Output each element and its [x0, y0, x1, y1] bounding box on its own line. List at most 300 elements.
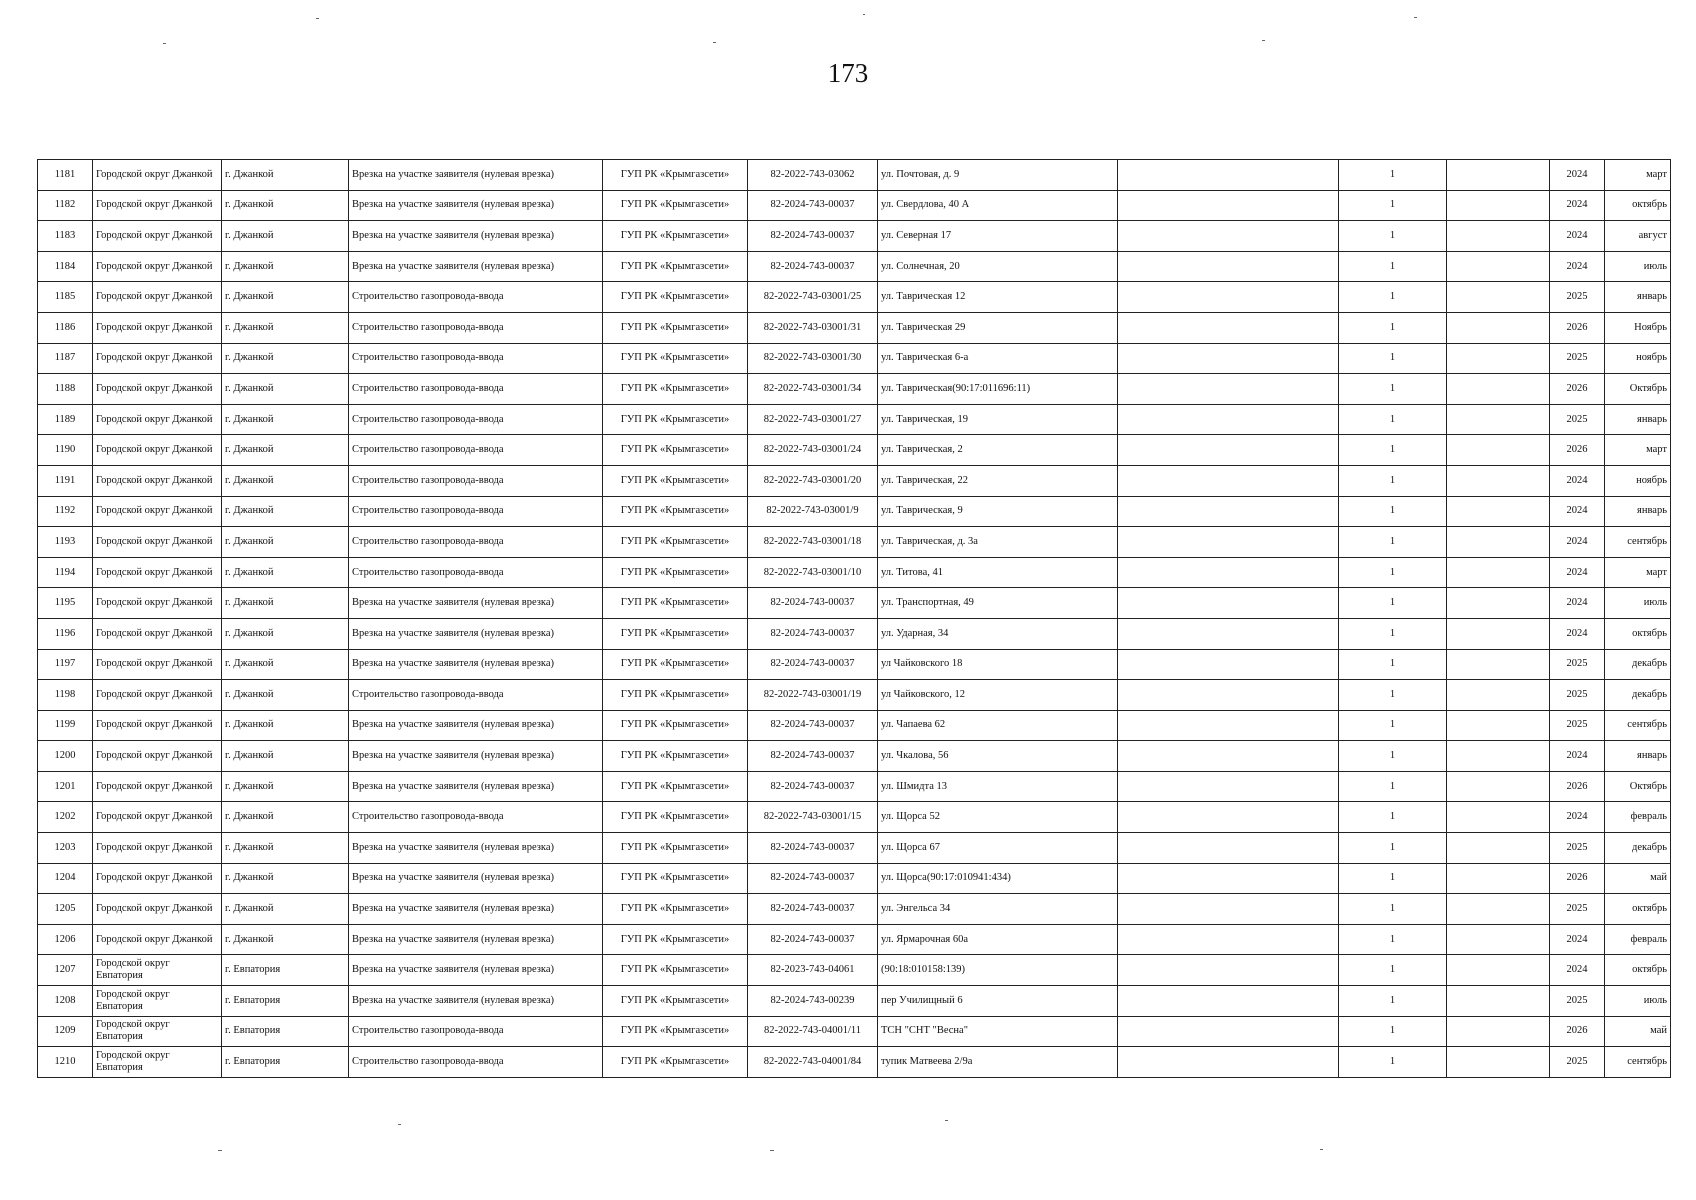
- empty-cell: [1447, 496, 1550, 527]
- organization-cell: ГУП РК «Крымгазсети»: [603, 588, 748, 619]
- city-cell: г. Джанкой: [222, 465, 349, 496]
- empty-cell: [1447, 924, 1550, 955]
- month-cell: Октябрь: [1605, 771, 1671, 802]
- work-type-cell: Строительство газопровода-ввода: [349, 312, 603, 343]
- organization-cell: ГУП РК «Крымгазсети»: [603, 312, 748, 343]
- row-number: 1192: [38, 496, 93, 527]
- row-number: 1183: [38, 221, 93, 252]
- quantity-cell: 1: [1339, 649, 1447, 680]
- empty-cell: [1447, 404, 1550, 435]
- row-number: 1206: [38, 924, 93, 955]
- empty-cell: [1118, 221, 1339, 252]
- district-cell: Городской округ Джанкой: [93, 588, 222, 619]
- scan-speck: [398, 1124, 401, 1125]
- district-cell: Городской округ Джанкой: [93, 618, 222, 649]
- year-cell: 2025: [1550, 282, 1605, 313]
- row-number: 1184: [38, 251, 93, 282]
- code-cell: 82-2024-743-00037: [748, 863, 878, 894]
- row-number: 1207: [38, 955, 93, 986]
- row-number: 1203: [38, 833, 93, 864]
- district-cell: Городской округ Джанкой: [93, 710, 222, 741]
- month-cell: январь: [1605, 282, 1671, 313]
- month-cell: август: [1605, 221, 1671, 252]
- organization-cell: ГУП РК «Крымгазсети»: [603, 435, 748, 466]
- empty-cell: [1118, 802, 1339, 833]
- quantity-cell: 1: [1339, 833, 1447, 864]
- scan-speck: [218, 1150, 222, 1151]
- year-cell: 2024: [1550, 802, 1605, 833]
- code-cell: 82-2024-743-00037: [748, 924, 878, 955]
- quantity-cell: 1: [1339, 771, 1447, 802]
- empty-cell: [1118, 833, 1339, 864]
- city-cell: г. Джанкой: [222, 557, 349, 588]
- district-cell: Городской округ Джанкой: [93, 312, 222, 343]
- empty-cell: [1118, 312, 1339, 343]
- work-type-cell: Врезка на участке заявителя (нулевая врезка): [349, 741, 603, 772]
- work-type-cell: Строительство газопровода-ввода: [349, 557, 603, 588]
- table-row: [38, 282, 1671, 313]
- quantity-cell: 1: [1339, 160, 1447, 191]
- empty-cell: [1118, 1016, 1339, 1047]
- work-type-cell: Врезка на участке заявителя (нулевая врезка): [349, 649, 603, 680]
- empty-cell: [1447, 863, 1550, 894]
- month-cell: май: [1605, 1016, 1671, 1047]
- work-type-cell: Врезка на участке заявителя (нулевая врезка): [349, 955, 603, 986]
- month-cell: январь: [1605, 496, 1671, 527]
- work-type-cell: Строительство газопровода-ввода: [349, 802, 603, 833]
- quantity-cell: 1: [1339, 710, 1447, 741]
- work-type-cell: Врезка на участке заявителя (нулевая врезка): [349, 710, 603, 741]
- empty-cell: [1118, 557, 1339, 588]
- empty-cell: [1447, 1016, 1550, 1047]
- empty-cell: [1447, 343, 1550, 374]
- organization-cell: ГУП РК «Крымгазсети»: [603, 221, 748, 252]
- month-cell: февраль: [1605, 924, 1671, 955]
- row-number: 1194: [38, 557, 93, 588]
- work-type-cell: Врезка на участке заявителя (нулевая врезка): [349, 190, 603, 221]
- work-type-cell: Врезка на участке заявителя (нулевая врезка): [349, 588, 603, 619]
- work-type-cell: Врезка на участке заявителя (нулевая врезка): [349, 924, 603, 955]
- address-cell: ул. Солнечная, 20: [878, 251, 1118, 282]
- year-cell: 2024: [1550, 557, 1605, 588]
- city-cell: г. Джанкой: [222, 863, 349, 894]
- row-number: 1208: [38, 986, 93, 1017]
- district-cell: Городской округ Джанкой: [93, 435, 222, 466]
- table-row: [38, 1016, 1671, 1047]
- organization-cell: ГУП РК «Крымгазсети»: [603, 649, 748, 680]
- code-cell: 82-2022-743-03001/27: [748, 404, 878, 435]
- work-type-cell: Строительство газопровода-ввода: [349, 496, 603, 527]
- table-row: [38, 741, 1671, 772]
- table-row: [38, 496, 1671, 527]
- month-cell: июль: [1605, 588, 1671, 619]
- year-cell: 2025: [1550, 986, 1605, 1017]
- work-type-cell: Строительство газопровода-ввода: [349, 1016, 603, 1047]
- address-cell: ул Чайковского, 12: [878, 680, 1118, 711]
- organization-cell: ГУП РК «Крымгазсети»: [603, 374, 748, 405]
- table-row: [38, 894, 1671, 925]
- quantity-cell: 1: [1339, 374, 1447, 405]
- district-cell: Городской округ Евпатория: [93, 986, 222, 1017]
- empty-cell: [1118, 710, 1339, 741]
- empty-cell: [1447, 710, 1550, 741]
- code-cell: 82-2022-743-04001/84: [748, 1047, 878, 1078]
- city-cell: г. Джанкой: [222, 680, 349, 711]
- city-cell: г. Джанкой: [222, 160, 349, 191]
- city-cell: г. Джанкой: [222, 374, 349, 405]
- empty-cell: [1447, 190, 1550, 221]
- quantity-cell: 1: [1339, 955, 1447, 986]
- district-cell: Городской округ Джанкой: [93, 404, 222, 435]
- table-row: [38, 221, 1671, 252]
- year-cell: 2025: [1550, 710, 1605, 741]
- empty-cell: [1447, 221, 1550, 252]
- month-cell: октябрь: [1605, 618, 1671, 649]
- empty-cell: [1447, 435, 1550, 466]
- empty-cell: [1447, 986, 1550, 1017]
- year-cell: 2024: [1550, 741, 1605, 772]
- work-type-cell: Врезка на участке заявителя (нулевая врезка): [349, 618, 603, 649]
- work-type-cell: Строительство газопровода-ввода: [349, 374, 603, 405]
- city-cell: г. Евпатория: [222, 986, 349, 1017]
- quantity-cell: 1: [1339, 802, 1447, 833]
- code-cell: 82-2024-743-00037: [748, 221, 878, 252]
- empty-cell: [1118, 986, 1339, 1017]
- year-cell: 2024: [1550, 190, 1605, 221]
- code-cell: 82-2022-743-03062: [748, 160, 878, 191]
- row-number: 1202: [38, 802, 93, 833]
- code-cell: 82-2024-743-00037: [748, 710, 878, 741]
- quantity-cell: 1: [1339, 251, 1447, 282]
- quantity-cell: 1: [1339, 557, 1447, 588]
- empty-cell: [1447, 312, 1550, 343]
- address-cell: ул. Энгельса 34: [878, 894, 1118, 925]
- code-cell: 82-2022-743-03001/20: [748, 465, 878, 496]
- code-cell: 82-2024-743-00037: [748, 833, 878, 864]
- scan-speck: [713, 42, 716, 43]
- organization-cell: ГУП РК «Крымгазсети»: [603, 833, 748, 864]
- city-cell: г. Джанкой: [222, 710, 349, 741]
- city-cell: г. Евпатория: [222, 955, 349, 986]
- district-cell: Городской округ Джанкой: [93, 894, 222, 925]
- year-cell: 2026: [1550, 312, 1605, 343]
- month-cell: февраль: [1605, 802, 1671, 833]
- empty-cell: [1447, 618, 1550, 649]
- address-cell: ул. Свердлова, 40 А: [878, 190, 1118, 221]
- table-row: [38, 955, 1671, 986]
- table-row: [38, 527, 1671, 558]
- work-type-cell: Врезка на участке заявителя (нулевая врезка): [349, 251, 603, 282]
- address-cell: ул. Таврическая 6-а: [878, 343, 1118, 374]
- district-cell: Городской округ Евпатория: [93, 955, 222, 986]
- empty-cell: [1118, 343, 1339, 374]
- year-cell: 2025: [1550, 833, 1605, 864]
- table-row: [38, 863, 1671, 894]
- organization-cell: ГУП РК «Крымгазсети»: [603, 680, 748, 711]
- month-cell: декабрь: [1605, 680, 1671, 711]
- district-cell: Городской округ Джанкой: [93, 833, 222, 864]
- organization-cell: ГУП РК «Крымгазсети»: [603, 557, 748, 588]
- work-type-cell: Врезка на участке заявителя (нулевая врезка): [349, 863, 603, 894]
- year-cell: 2024: [1550, 924, 1605, 955]
- code-cell: 82-2022-743-03001/18: [748, 527, 878, 558]
- code-cell: 82-2022-743-03001/15: [748, 802, 878, 833]
- scan-speck: [1262, 40, 1265, 41]
- code-cell: 82-2024-743-00239: [748, 986, 878, 1017]
- city-cell: г. Джанкой: [222, 833, 349, 864]
- code-cell: 82-2024-743-00037: [748, 190, 878, 221]
- empty-cell: [1447, 557, 1550, 588]
- organization-cell: ГУП РК «Крымгазсети»: [603, 343, 748, 374]
- organization-cell: ГУП РК «Крымгазсети»: [603, 190, 748, 221]
- city-cell: г. Джанкой: [222, 618, 349, 649]
- district-cell: Городской округ Евпатория: [93, 1047, 222, 1078]
- quantity-cell: 1: [1339, 343, 1447, 374]
- scan-speck: [863, 14, 865, 15]
- month-cell: сентябрь: [1605, 1047, 1671, 1078]
- empty-cell: [1447, 894, 1550, 925]
- scan-speck: [770, 1150, 774, 1151]
- month-cell: март: [1605, 557, 1671, 588]
- district-cell: Городской округ Джанкой: [93, 557, 222, 588]
- quantity-cell: 1: [1339, 618, 1447, 649]
- district-cell: Городской округ Джанкой: [93, 221, 222, 252]
- district-cell: Городской округ Джанкой: [93, 649, 222, 680]
- address-cell: пер Училищный 6: [878, 986, 1118, 1017]
- month-cell: сентябрь: [1605, 710, 1671, 741]
- scan-speck: [945, 1120, 948, 1121]
- empty-cell: [1447, 465, 1550, 496]
- quantity-cell: 1: [1339, 282, 1447, 313]
- organization-cell: ГУП РК «Крымгазсети»: [603, 894, 748, 925]
- organization-cell: ГУП РК «Крымгазсети»: [603, 251, 748, 282]
- year-cell: 2024: [1550, 496, 1605, 527]
- empty-cell: [1118, 680, 1339, 711]
- row-number: 1204: [38, 863, 93, 894]
- year-cell: 2024: [1550, 955, 1605, 986]
- organization-cell: ГУП РК «Крымгазсети»: [603, 1016, 748, 1047]
- empty-cell: [1118, 190, 1339, 221]
- district-cell: Городской округ Джанкой: [93, 741, 222, 772]
- quantity-cell: 1: [1339, 986, 1447, 1017]
- empty-cell: [1118, 588, 1339, 619]
- row-number: 1187: [38, 343, 93, 374]
- year-cell: 2025: [1550, 343, 1605, 374]
- table-row: [38, 833, 1671, 864]
- address-cell: ул. Таврическая, 19: [878, 404, 1118, 435]
- year-cell: 2025: [1550, 894, 1605, 925]
- row-number: 1195: [38, 588, 93, 619]
- organization-cell: ГУП РК «Крымгазсети»: [603, 465, 748, 496]
- organization-cell: ГУП РК «Крымгазсети»: [603, 710, 748, 741]
- quantity-cell: 1: [1339, 496, 1447, 527]
- code-cell: 82-2024-743-00037: [748, 771, 878, 802]
- city-cell: г. Джанкой: [222, 282, 349, 313]
- city-cell: г. Джанкой: [222, 649, 349, 680]
- year-cell: 2026: [1550, 771, 1605, 802]
- empty-cell: [1118, 465, 1339, 496]
- code-cell: 82-2024-743-00037: [748, 618, 878, 649]
- year-cell: 2024: [1550, 221, 1605, 252]
- row-number: 1200: [38, 741, 93, 772]
- city-cell: г. Джанкой: [222, 343, 349, 374]
- table-row: [38, 343, 1671, 374]
- month-cell: июль: [1605, 986, 1671, 1017]
- address-cell: ул. Шмидта 13: [878, 771, 1118, 802]
- district-cell: Городской округ Джанкой: [93, 924, 222, 955]
- organization-cell: ГУП РК «Крымгазсети»: [603, 802, 748, 833]
- table-row: [38, 771, 1671, 802]
- empty-cell: [1118, 160, 1339, 191]
- city-cell: г. Евпатория: [222, 1016, 349, 1047]
- row-number: 1185: [38, 282, 93, 313]
- year-cell: 2025: [1550, 404, 1605, 435]
- year-cell: 2026: [1550, 863, 1605, 894]
- city-cell: г. Джанкой: [222, 251, 349, 282]
- district-cell: Городской округ Джанкой: [93, 465, 222, 496]
- work-type-cell: Строительство газопровода-ввода: [349, 465, 603, 496]
- row-number: 1190: [38, 435, 93, 466]
- empty-cell: [1118, 1047, 1339, 1078]
- table-row: [38, 190, 1671, 221]
- empty-cell: [1447, 251, 1550, 282]
- work-type-cell: Врезка на участке заявителя (нулевая врезка): [349, 160, 603, 191]
- month-cell: январь: [1605, 741, 1671, 772]
- organization-cell: ГУП РК «Крымгазсети»: [603, 618, 748, 649]
- code-cell: 82-2024-743-00037: [748, 251, 878, 282]
- address-cell: ул. Ударная, 34: [878, 618, 1118, 649]
- address-cell: ул. Таврическая, 9: [878, 496, 1118, 527]
- empty-cell: [1447, 282, 1550, 313]
- city-cell: г. Джанкой: [222, 496, 349, 527]
- empty-cell: [1447, 527, 1550, 558]
- row-number: 1189: [38, 404, 93, 435]
- table-body: [38, 160, 1671, 1078]
- row-number: 1199: [38, 710, 93, 741]
- code-cell: 82-2024-743-00037: [748, 741, 878, 772]
- work-type-cell: Строительство газопровода-ввода: [349, 343, 603, 374]
- district-cell: Городской округ Джанкой: [93, 527, 222, 558]
- table-row: [38, 649, 1671, 680]
- quantity-cell: 1: [1339, 221, 1447, 252]
- city-cell: г. Джанкой: [222, 221, 349, 252]
- district-cell: Городской округ Джанкой: [93, 282, 222, 313]
- table-row: [38, 924, 1671, 955]
- organization-cell: ГУП РК «Крымгазсети»: [603, 1047, 748, 1078]
- district-cell: Городской округ Джанкой: [93, 374, 222, 405]
- district-cell: Городской округ Евпатория: [93, 1016, 222, 1047]
- city-cell: г. Джанкой: [222, 435, 349, 466]
- year-cell: 2024: [1550, 465, 1605, 496]
- organization-cell: ГУП РК «Крымгазсети»: [603, 771, 748, 802]
- organization-cell: ГУП РК «Крымгазсети»: [603, 160, 748, 191]
- empty-cell: [1118, 771, 1339, 802]
- code-cell: 82-2024-743-00037: [748, 894, 878, 925]
- year-cell: 2026: [1550, 374, 1605, 405]
- empty-cell: [1118, 741, 1339, 772]
- work-type-cell: Строительство газопровода-ввода: [349, 404, 603, 435]
- quantity-cell: 1: [1339, 435, 1447, 466]
- quantity-cell: 1: [1339, 741, 1447, 772]
- month-cell: Ноябрь: [1605, 312, 1671, 343]
- city-cell: г. Джанкой: [222, 527, 349, 558]
- table-row: [38, 1047, 1671, 1078]
- empty-cell: [1118, 282, 1339, 313]
- work-type-cell: Врезка на участке заявителя (нулевая врезка): [349, 894, 603, 925]
- year-cell: 2025: [1550, 1047, 1605, 1078]
- empty-cell: [1447, 955, 1550, 986]
- city-cell: г. Джанкой: [222, 588, 349, 619]
- work-type-cell: Врезка на участке заявителя (нулевая врезка): [349, 986, 603, 1017]
- code-cell: 82-2023-743-04061: [748, 955, 878, 986]
- address-cell: ул. Ярмарочная 60а: [878, 924, 1118, 955]
- empty-cell: [1118, 863, 1339, 894]
- table-row: [38, 680, 1671, 711]
- address-cell: ул. Чапаева 62: [878, 710, 1118, 741]
- empty-cell: [1118, 251, 1339, 282]
- city-cell: г. Джанкой: [222, 404, 349, 435]
- quantity-cell: 1: [1339, 680, 1447, 711]
- empty-cell: [1118, 496, 1339, 527]
- month-cell: октябрь: [1605, 955, 1671, 986]
- quantity-cell: 1: [1339, 527, 1447, 558]
- row-number: 1182: [38, 190, 93, 221]
- empty-cell: [1118, 435, 1339, 466]
- code-cell: 82-2022-743-03001/9: [748, 496, 878, 527]
- work-type-cell: Строительство газопровода-ввода: [349, 282, 603, 313]
- row-number: 1181: [38, 160, 93, 191]
- empty-cell: [1447, 771, 1550, 802]
- organization-cell: ГУП РК «Крымгазсети»: [603, 986, 748, 1017]
- empty-cell: [1447, 160, 1550, 191]
- year-cell: 2025: [1550, 680, 1605, 711]
- address-cell: ул Чайковского 18: [878, 649, 1118, 680]
- address-cell: ул. Северная 17: [878, 221, 1118, 252]
- district-cell: Городской округ Джанкой: [93, 771, 222, 802]
- row-number: 1191: [38, 465, 93, 496]
- month-cell: декабрь: [1605, 833, 1671, 864]
- city-cell: г. Джанкой: [222, 741, 349, 772]
- table-row: [38, 404, 1671, 435]
- code-cell: 82-2022-743-03001/25: [748, 282, 878, 313]
- month-cell: март: [1605, 435, 1671, 466]
- city-cell: г. Джанкой: [222, 894, 349, 925]
- table-row: [38, 251, 1671, 282]
- organization-cell: ГУП РК «Крымгазсети»: [603, 282, 748, 313]
- year-cell: 2024: [1550, 588, 1605, 619]
- organization-cell: ГУП РК «Крымгазсети»: [603, 955, 748, 986]
- code-cell: 82-2022-743-03001/30: [748, 343, 878, 374]
- table-row: [38, 465, 1671, 496]
- table-row: [38, 312, 1671, 343]
- month-cell: март: [1605, 160, 1671, 191]
- table-row: [38, 435, 1671, 466]
- district-cell: Городской округ Джанкой: [93, 680, 222, 711]
- quantity-cell: 1: [1339, 312, 1447, 343]
- quantity-cell: 1: [1339, 894, 1447, 925]
- scan-speck: [163, 43, 166, 44]
- empty-cell: [1447, 680, 1550, 711]
- table-row: [38, 160, 1671, 191]
- work-type-cell: Врезка на участке заявителя (нулевая врезка): [349, 221, 603, 252]
- quantity-cell: 1: [1339, 465, 1447, 496]
- organization-cell: ГУП РК «Крымгазсети»: [603, 404, 748, 435]
- empty-cell: [1118, 894, 1339, 925]
- district-cell: Городской округ Джанкой: [93, 496, 222, 527]
- district-cell: Городской округ Джанкой: [93, 863, 222, 894]
- district-cell: Городской округ Джанкой: [93, 160, 222, 191]
- row-number: 1198: [38, 680, 93, 711]
